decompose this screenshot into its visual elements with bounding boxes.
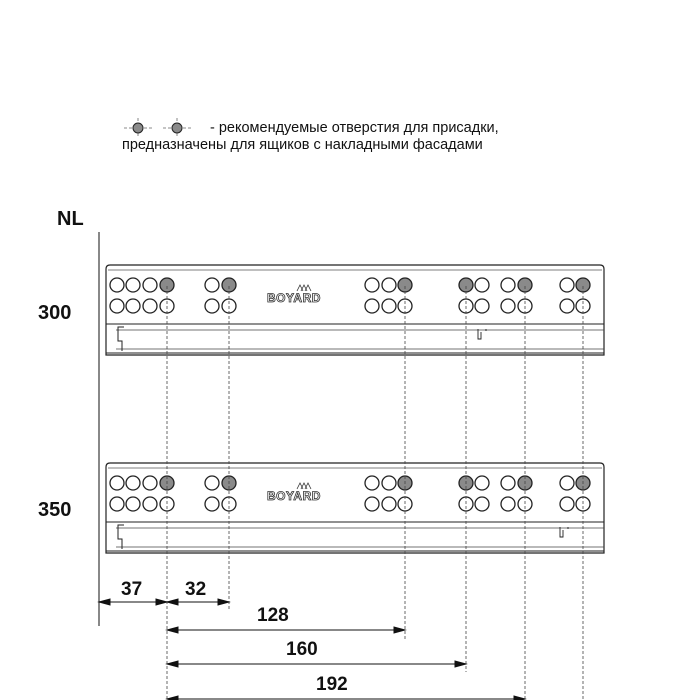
nl-label-300: 300 [38,302,72,324]
mounting-hole [143,278,157,292]
mounting-hole [365,299,379,313]
mounting-hole [501,278,515,292]
recommended-hole [222,278,236,292]
mounting-hole [475,497,489,511]
dimension-192: 192 [316,674,348,695]
mounting-hole [475,278,489,292]
legend-hole-icon [163,118,191,138]
mounting-hole [475,299,489,313]
brand-logo-text: BOYARD [267,291,321,305]
mounting-hole [143,497,157,511]
recommended-hole [398,278,412,292]
mounting-hole [365,497,379,511]
mounting-hole [110,497,124,511]
mounting-hole [501,476,515,490]
mounting-hole [110,278,124,292]
mounting-hole [560,278,574,292]
mounting-hole [143,299,157,313]
mounting-hole [143,476,157,490]
recommended-hole [160,278,174,292]
legend-line-2: предназначены для ящиков с накладными фасадами [122,137,483,153]
dimension-37: 37 [121,579,143,600]
mounting-hole [126,278,140,292]
mounting-hole [382,476,396,490]
mounting-hole [382,278,396,292]
mounting-hole [382,299,396,313]
mounting-hole [501,497,515,511]
mounting-hole [126,497,140,511]
mounting-hole [205,299,219,313]
mounting-hole [560,299,574,313]
mounting-hole [560,476,574,490]
mounting-hole [475,476,489,490]
recommended-hole [459,278,473,292]
recommended-hole [576,278,590,292]
mounting-hole [205,476,219,490]
dimension-160: 160 [286,639,318,660]
legend-line-1: - рекомендуемые отверстия для присадки, [210,120,499,136]
mounting-hole [110,476,124,490]
mounting-hole [560,497,574,511]
nl-label-350: 350 [38,499,72,521]
rail-350 [106,463,604,553]
mounting-hole [382,497,396,511]
recommended-hole [518,278,532,292]
legend-hole-icon [124,118,152,138]
dimension-32: 32 [185,579,207,600]
mounting-hole [110,299,124,313]
brand-logo-text: BOYARD [267,489,321,503]
mounting-hole [205,497,219,511]
nl-axis-label: NL [57,208,84,230]
rail-300 [106,265,604,355]
dimension-128: 128 [257,605,289,626]
mounting-hole [365,476,379,490]
mounting-hole [365,278,379,292]
mounting-hole [126,476,140,490]
mounting-hole [126,299,140,313]
mounting-hole [501,299,515,313]
mounting-hole [205,278,219,292]
